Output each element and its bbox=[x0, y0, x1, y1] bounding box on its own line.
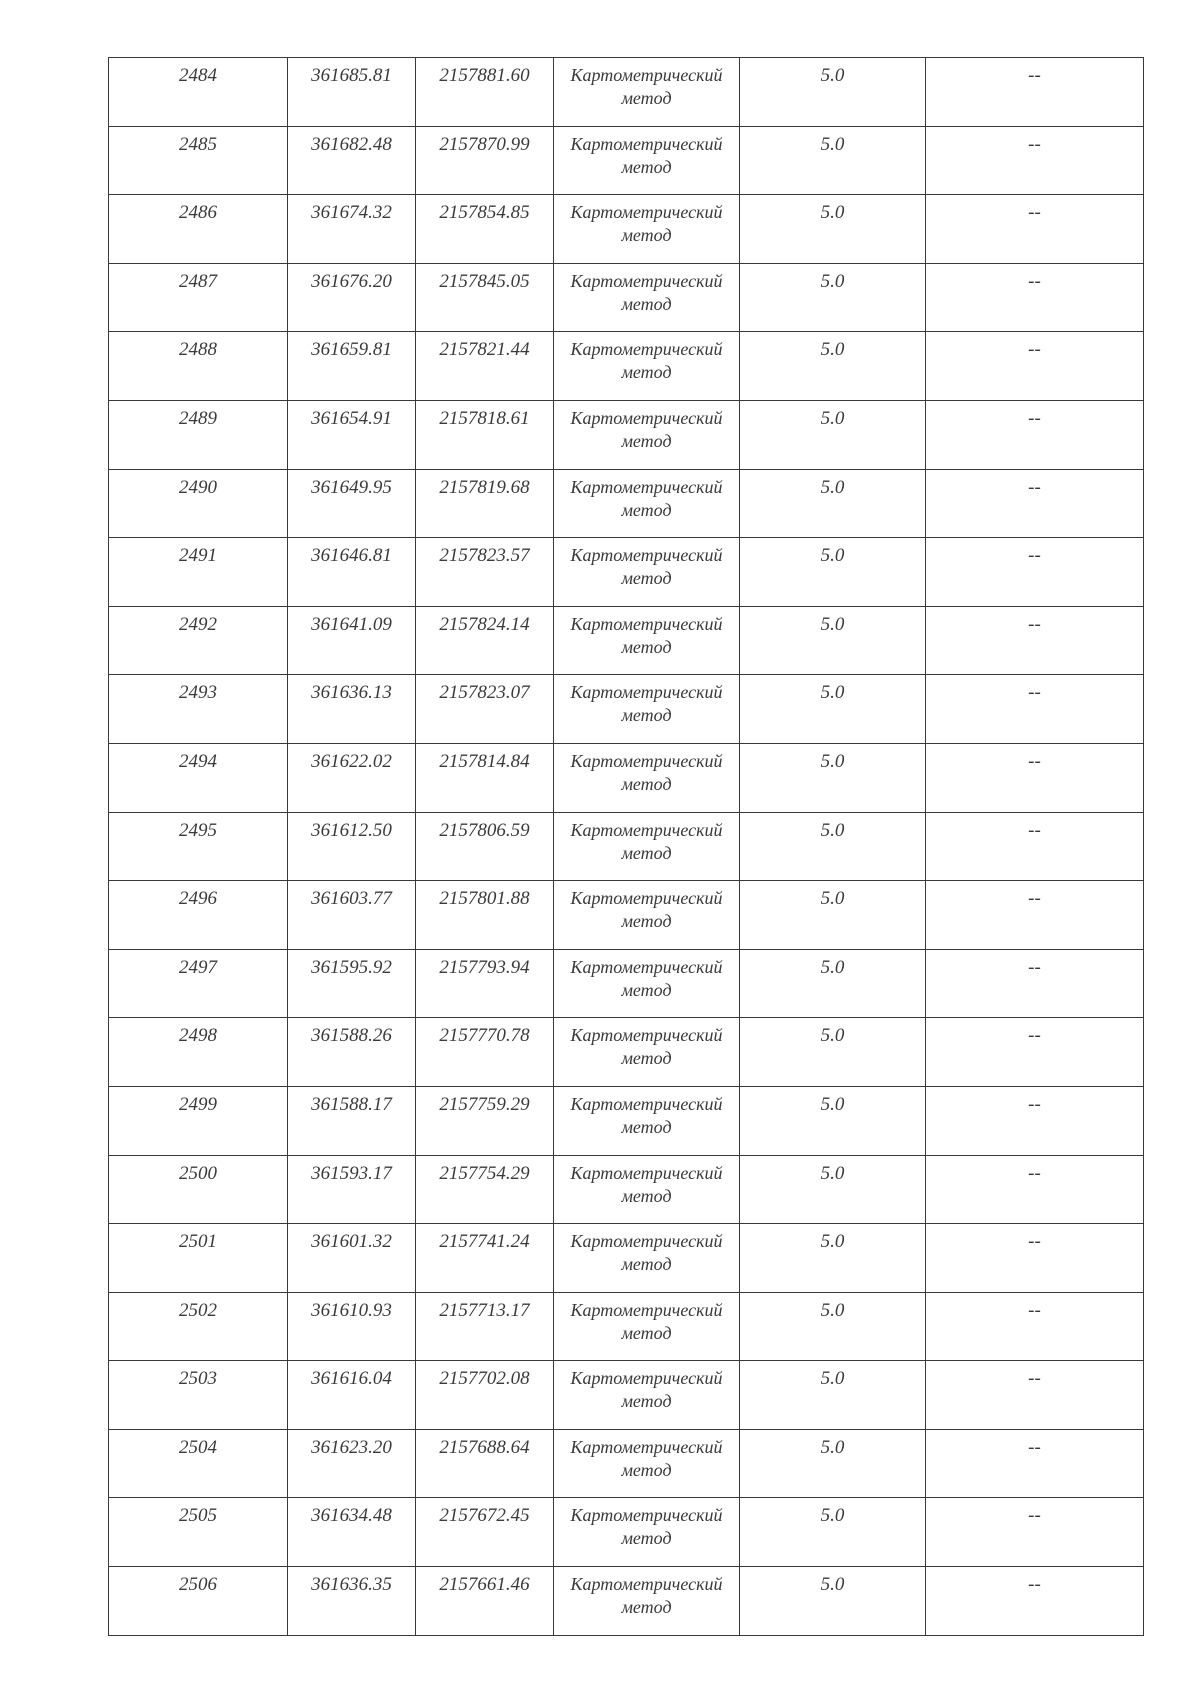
description-cell: -- bbox=[926, 606, 1144, 675]
method-cell bbox=[554, 1224, 740, 1293]
method-line-2: метод bbox=[621, 499, 672, 520]
accuracy-cell: 5.0 bbox=[740, 1429, 926, 1498]
description-cell: -- bbox=[926, 881, 1144, 950]
y-coordinate-cell: 2157854.85 bbox=[416, 195, 554, 264]
method-line-2: метод bbox=[621, 1048, 672, 1069]
method-line-1: Картометрический bbox=[570, 1505, 723, 1526]
y-coordinate-cell: 2157823.07 bbox=[416, 675, 554, 744]
method-line-2: метод bbox=[621, 1185, 672, 1206]
method-line-1: Картометрический bbox=[570, 1025, 723, 1046]
method-cell bbox=[554, 949, 740, 1018]
table-row bbox=[109, 400, 1144, 469]
method-line-1: Картометрический bbox=[570, 613, 723, 634]
table-row bbox=[109, 126, 1144, 195]
description-cell: -- bbox=[926, 812, 1144, 881]
x-coordinate-cell: 361588.26 bbox=[288, 1018, 416, 1087]
description-cell: -- bbox=[926, 538, 1144, 607]
description-cell: -- bbox=[926, 1155, 1144, 1224]
method-cell bbox=[554, 195, 740, 264]
x-coordinate-cell: 361616.04 bbox=[288, 1361, 416, 1430]
description-cell: -- bbox=[926, 675, 1144, 744]
y-coordinate-cell: 2157754.29 bbox=[416, 1155, 554, 1224]
method-cell bbox=[554, 812, 740, 881]
table-row bbox=[109, 743, 1144, 812]
y-coordinate-cell: 2157824.14 bbox=[416, 606, 554, 675]
method-line-1: Картометрический bbox=[570, 956, 723, 977]
accuracy-cell: 5.0 bbox=[740, 126, 926, 195]
method-line-2: метод bbox=[621, 1528, 672, 1549]
y-coordinate-cell: 2157702.08 bbox=[416, 1361, 554, 1430]
point-number-cell: 2494 bbox=[109, 743, 288, 812]
method-line-2: метод bbox=[621, 293, 672, 314]
x-coordinate-cell: 361674.32 bbox=[288, 195, 416, 264]
method-line-2: метод bbox=[621, 1254, 672, 1275]
table-row bbox=[109, 949, 1144, 1018]
point-number-cell: 2485 bbox=[109, 126, 288, 195]
description-cell: -- bbox=[926, 1498, 1144, 1567]
y-coordinate-cell: 2157870.99 bbox=[416, 126, 554, 195]
accuracy-cell: 5.0 bbox=[740, 1018, 926, 1087]
method-line-2: метод bbox=[621, 1116, 672, 1137]
point-number-cell: 2491 bbox=[109, 538, 288, 607]
accuracy-cell: 5.0 bbox=[740, 812, 926, 881]
method-cell bbox=[554, 881, 740, 950]
method-line-1: Картометрический bbox=[570, 133, 723, 154]
y-coordinate-cell: 2157881.60 bbox=[416, 58, 554, 127]
point-number-cell: 2487 bbox=[109, 263, 288, 332]
x-coordinate-cell: 361623.20 bbox=[288, 1429, 416, 1498]
point-number-cell: 2497 bbox=[109, 949, 288, 1018]
accuracy-cell: 5.0 bbox=[740, 1567, 926, 1636]
description-cell: -- bbox=[926, 1567, 1144, 1636]
point-number-cell: 2493 bbox=[109, 675, 288, 744]
method-line-1: Картометрический bbox=[570, 1299, 723, 1320]
point-number-cell: 2505 bbox=[109, 1498, 288, 1567]
x-coordinate-cell: 361612.50 bbox=[288, 812, 416, 881]
point-number-cell: 2498 bbox=[109, 1018, 288, 1087]
accuracy-cell: 5.0 bbox=[740, 1361, 926, 1430]
coordinates-table bbox=[108, 57, 1144, 1636]
method-line-2: метод bbox=[621, 430, 672, 451]
x-coordinate-cell: 361682.48 bbox=[288, 126, 416, 195]
method-cell bbox=[554, 1155, 740, 1224]
x-coordinate-cell: 361676.20 bbox=[288, 263, 416, 332]
accuracy-cell: 5.0 bbox=[740, 1498, 926, 1567]
x-coordinate-cell: 361636.13 bbox=[288, 675, 416, 744]
method-line-1: Картометрический bbox=[570, 1574, 723, 1595]
y-coordinate-cell: 2157759.29 bbox=[416, 1086, 554, 1155]
method-line-1: Картометрический bbox=[570, 750, 723, 771]
y-coordinate-cell: 2157801.88 bbox=[416, 881, 554, 950]
x-coordinate-cell: 361610.93 bbox=[288, 1292, 416, 1361]
method-cell bbox=[554, 1429, 740, 1498]
method-cell bbox=[554, 1567, 740, 1636]
accuracy-cell: 5.0 bbox=[740, 606, 926, 675]
x-coordinate-cell: 361601.32 bbox=[288, 1224, 416, 1293]
description-cell: -- bbox=[926, 949, 1144, 1018]
accuracy-cell: 5.0 bbox=[740, 881, 926, 950]
method-line-2: метод bbox=[621, 1597, 672, 1618]
x-coordinate-cell: 361588.17 bbox=[288, 1086, 416, 1155]
table-row bbox=[109, 1361, 1144, 1430]
method-line-2: метод bbox=[621, 88, 672, 108]
table-row bbox=[109, 1155, 1144, 1224]
y-coordinate-cell: 2157823.57 bbox=[416, 538, 554, 607]
method-line-1: Картометрический bbox=[570, 476, 723, 497]
x-coordinate-cell: 361636.35 bbox=[288, 1567, 416, 1636]
point-number-cell: 2506 bbox=[109, 1567, 288, 1636]
y-coordinate-cell: 2157713.17 bbox=[416, 1292, 554, 1361]
table-row bbox=[109, 263, 1144, 332]
method-line-2: метод bbox=[621, 842, 672, 863]
table-row bbox=[109, 1086, 1144, 1155]
x-coordinate-cell: 361634.48 bbox=[288, 1498, 416, 1567]
method-line-1: Картометрический bbox=[570, 1162, 723, 1183]
method-cell bbox=[554, 400, 740, 469]
x-coordinate-cell: 361649.95 bbox=[288, 469, 416, 538]
point-number-cell: 2492 bbox=[109, 606, 288, 675]
x-coordinate-cell: 361654.91 bbox=[288, 400, 416, 469]
table-row bbox=[109, 469, 1144, 538]
description-cell: -- bbox=[926, 58, 1144, 127]
x-coordinate-cell: 361641.09 bbox=[288, 606, 416, 675]
accuracy-cell: 5.0 bbox=[740, 469, 926, 538]
method-line-2: метод bbox=[621, 911, 672, 932]
method-cell bbox=[554, 58, 740, 127]
method-line-1: Картометрический bbox=[570, 1436, 723, 1457]
point-number-cell: 2500 bbox=[109, 1155, 288, 1224]
y-coordinate-cell: 2157793.94 bbox=[416, 949, 554, 1018]
table-row bbox=[109, 1224, 1144, 1293]
description-cell: -- bbox=[926, 126, 1144, 195]
point-number-cell: 2490 bbox=[109, 469, 288, 538]
description-cell: -- bbox=[926, 195, 1144, 264]
point-number-cell: 2503 bbox=[109, 1361, 288, 1430]
y-coordinate-cell: 2157806.59 bbox=[416, 812, 554, 881]
method-line-2: метод bbox=[621, 773, 672, 794]
y-coordinate-cell: 2157770.78 bbox=[416, 1018, 554, 1087]
x-coordinate-cell: 361595.92 bbox=[288, 949, 416, 1018]
method-cell bbox=[554, 469, 740, 538]
method-line-1: Картометрический bbox=[570, 202, 723, 223]
table-row bbox=[109, 606, 1144, 675]
method-line-2: метод bbox=[621, 979, 672, 1000]
description-cell: -- bbox=[926, 1361, 1144, 1430]
point-number-cell: 2499 bbox=[109, 1086, 288, 1155]
method-cell bbox=[554, 743, 740, 812]
description-cell: -- bbox=[926, 263, 1144, 332]
point-number-cell: 2489 bbox=[109, 400, 288, 469]
description-cell: -- bbox=[926, 1292, 1144, 1361]
method-line-2: метод bbox=[621, 362, 672, 383]
y-coordinate-cell: 2157672.45 bbox=[416, 1498, 554, 1567]
y-coordinate-cell: 2157741.24 bbox=[416, 1224, 554, 1293]
y-coordinate-cell: 2157661.46 bbox=[416, 1567, 554, 1636]
y-coordinate-cell: 2157821.44 bbox=[416, 332, 554, 401]
method-line-2: метод bbox=[621, 636, 672, 657]
method-line-2: метод bbox=[621, 1459, 672, 1480]
point-number-cell: 2502 bbox=[109, 1292, 288, 1361]
table-row bbox=[109, 812, 1144, 881]
accuracy-cell: 5.0 bbox=[740, 1086, 926, 1155]
accuracy-cell: 5.0 bbox=[740, 1292, 926, 1361]
method-line-1: Картометрический bbox=[570, 819, 723, 840]
method-line-1: Картометрический bbox=[570, 682, 723, 703]
method-line-2: метод bbox=[621, 1322, 672, 1343]
x-coordinate-cell: 361685.81 bbox=[288, 58, 416, 127]
method-line-1: Картометрический bbox=[570, 339, 723, 360]
method-line-2: метод bbox=[621, 225, 672, 246]
coordinates-table-body bbox=[109, 58, 1144, 1636]
table-row bbox=[109, 1567, 1144, 1636]
accuracy-cell: 5.0 bbox=[740, 1224, 926, 1293]
y-coordinate-cell: 2157818.61 bbox=[416, 400, 554, 469]
method-cell bbox=[554, 675, 740, 744]
point-number-cell: 2496 bbox=[109, 881, 288, 950]
table-row bbox=[109, 881, 1144, 950]
table-row bbox=[109, 58, 1144, 127]
method-line-1: Картометрический bbox=[570, 270, 723, 291]
method-cell bbox=[554, 606, 740, 675]
table-row bbox=[109, 195, 1144, 264]
method-line-1: Картометрический bbox=[570, 1368, 723, 1389]
method-line-1: Картометрический bbox=[570, 65, 723, 85]
method-line-1: Картометрический bbox=[570, 407, 723, 428]
point-number-cell: 2488 bbox=[109, 332, 288, 401]
method-cell bbox=[554, 1361, 740, 1430]
accuracy-cell: 5.0 bbox=[740, 743, 926, 812]
point-number-cell: 2495 bbox=[109, 812, 288, 881]
method-cell bbox=[554, 1018, 740, 1087]
y-coordinate-cell: 2157819.68 bbox=[416, 469, 554, 538]
method-cell bbox=[554, 1086, 740, 1155]
method-cell bbox=[554, 126, 740, 195]
table-row bbox=[109, 332, 1144, 401]
method-line-2: метод bbox=[621, 705, 672, 726]
x-coordinate-cell: 361593.17 bbox=[288, 1155, 416, 1224]
method-line-1: Картометрический bbox=[570, 1231, 723, 1252]
method-line-2: метод bbox=[621, 1391, 672, 1412]
method-line-2: метод bbox=[621, 568, 672, 589]
accuracy-cell: 5.0 bbox=[740, 400, 926, 469]
table-row bbox=[109, 1018, 1144, 1087]
method-line-1: Картометрический bbox=[570, 545, 723, 566]
accuracy-cell: 5.0 bbox=[740, 1155, 926, 1224]
table-row bbox=[109, 538, 1144, 607]
y-coordinate-cell: 2157845.05 bbox=[416, 263, 554, 332]
table-row bbox=[109, 1498, 1144, 1567]
y-coordinate-cell: 2157688.64 bbox=[416, 1429, 554, 1498]
point-number-cell: 2484 bbox=[109, 58, 288, 127]
x-coordinate-cell: 361622.02 bbox=[288, 743, 416, 812]
method-cell bbox=[554, 263, 740, 332]
accuracy-cell: 5.0 bbox=[740, 538, 926, 607]
method-line-2: метод bbox=[621, 156, 672, 177]
y-coordinate-cell: 2157814.84 bbox=[416, 743, 554, 812]
point-number-cell: 2504 bbox=[109, 1429, 288, 1498]
method-cell bbox=[554, 538, 740, 607]
method-cell bbox=[554, 1498, 740, 1567]
table-row bbox=[109, 1429, 1144, 1498]
description-cell: -- bbox=[926, 1018, 1144, 1087]
description-cell: -- bbox=[926, 743, 1144, 812]
point-number-cell: 2486 bbox=[109, 195, 288, 264]
method-line-1: Картометрический bbox=[570, 1093, 723, 1114]
accuracy-cell: 5.0 bbox=[740, 263, 926, 332]
accuracy-cell: 5.0 bbox=[740, 949, 926, 1018]
x-coordinate-cell: 361659.81 bbox=[288, 332, 416, 401]
method-cell bbox=[554, 332, 740, 401]
description-cell: -- bbox=[926, 332, 1144, 401]
description-cell: -- bbox=[926, 1429, 1144, 1498]
accuracy-cell: 5.0 bbox=[740, 195, 926, 264]
accuracy-cell: 5.0 bbox=[740, 675, 926, 744]
description-cell: -- bbox=[926, 1086, 1144, 1155]
description-cell: -- bbox=[926, 1224, 1144, 1293]
description-cell: -- bbox=[926, 400, 1144, 469]
table-row bbox=[109, 1292, 1144, 1361]
method-cell bbox=[554, 1292, 740, 1361]
table-row bbox=[109, 675, 1144, 744]
x-coordinate-cell: 361646.81 bbox=[288, 538, 416, 607]
x-coordinate-cell: 361603.77 bbox=[288, 881, 416, 950]
accuracy-cell: 5.0 bbox=[740, 332, 926, 401]
method-line-1: Картометрический bbox=[570, 888, 723, 909]
point-number-cell: 2501 bbox=[109, 1224, 288, 1293]
description-cell: -- bbox=[926, 469, 1144, 538]
accuracy-cell: 5.0 bbox=[740, 58, 926, 127]
